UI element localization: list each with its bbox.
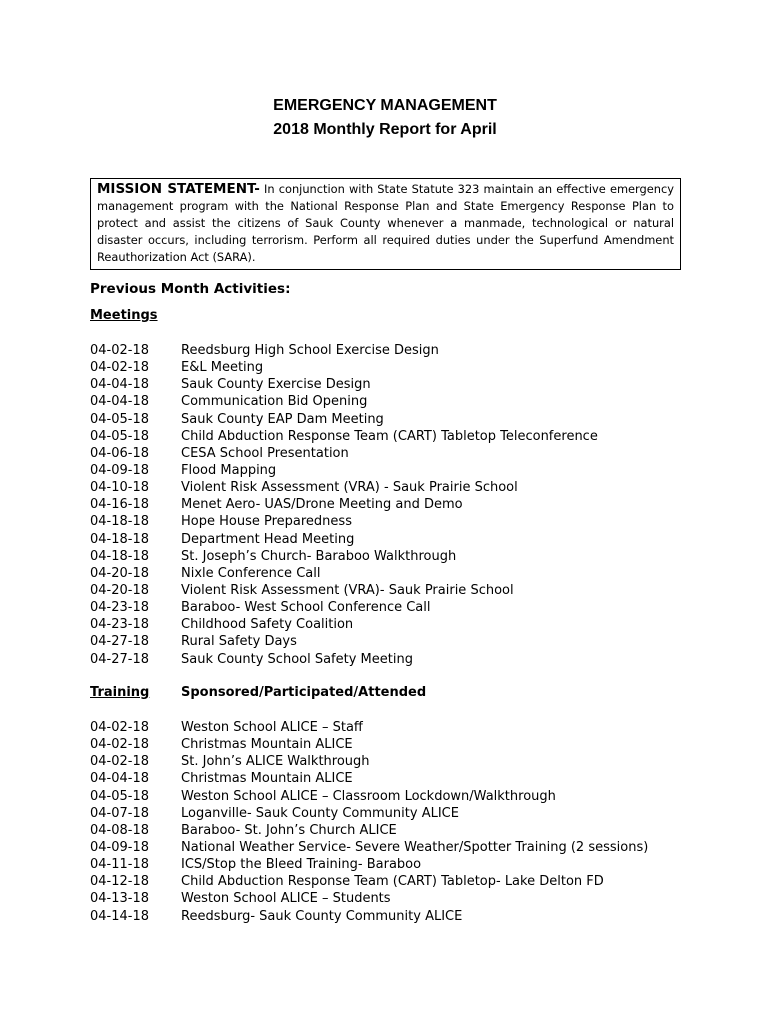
training-item-date: 04-08-18 xyxy=(90,822,150,838)
meeting-item xyxy=(90,531,598,548)
training-item xyxy=(90,856,648,873)
meeting-item-date: 04-04-18 xyxy=(90,394,150,410)
report-header xyxy=(0,94,770,142)
training-item xyxy=(90,805,648,822)
meeting-item-date: 04-18-18 xyxy=(90,514,150,530)
meeting-item xyxy=(90,342,598,359)
meeting-item xyxy=(90,513,598,530)
meeting-item-date: 04-05-18 xyxy=(90,428,150,444)
meeting-item-date: 04-23-18 xyxy=(90,600,150,616)
meeting-item-date: 04-23-18 xyxy=(90,617,150,633)
training-item xyxy=(90,908,648,925)
training-item-date: 04-02-18 xyxy=(90,754,150,770)
report-subtitle: 2018 Monthly Report for April xyxy=(273,121,497,138)
meeting-item-description: E&L Meeting xyxy=(181,360,264,376)
training-item-date: 04-04-18 xyxy=(90,771,150,787)
meeting-item-description: Hope House Preparedness xyxy=(181,514,352,530)
training-item-description: Baraboo- St. John’s Church ALICE xyxy=(181,822,397,838)
meeting-item xyxy=(90,393,598,410)
mission-text: In conjunction with State Statute 323 maintain an effective emergency management program with the National Response Plan and State Emergency Response Plan to protect and assist the citizens of Sauk County whenever a manmade, technological or natural disaster occurs, including terrorism. Perform all required duties under the Superfund Amendment Reauthorization Act (SARA). xyxy=(97,182,674,264)
training-item-date: 04-11-18 xyxy=(90,857,150,873)
training-item-description: Child Abduction Response Team (CART) Tabletop- Lake Delton FD xyxy=(181,874,604,890)
meeting-item-date: 04-18-18 xyxy=(90,548,150,564)
meeting-item-date: 04-16-18 xyxy=(90,497,150,513)
training-item xyxy=(90,822,648,839)
meeting-item-description: Violent Risk Assessment (VRA) - Sauk Prairie School xyxy=(181,480,518,496)
meeting-item xyxy=(90,599,598,616)
meeting-item xyxy=(90,376,598,393)
meeting-item xyxy=(90,633,598,650)
meetings-list xyxy=(90,342,598,668)
meeting-item-date: 04-27-18 xyxy=(90,651,150,667)
meeting-item-description: CESA School Presentation xyxy=(181,445,349,461)
mission-label: MISSION STATEMENT- xyxy=(97,181,260,197)
meeting-item-description: Baraboo- West School Conference Call xyxy=(181,600,431,616)
mission-statement-box xyxy=(90,178,681,270)
meeting-item xyxy=(90,496,598,513)
meeting-item-description: Menet Aero- UAS/Drone Meeting and Demo xyxy=(181,497,463,513)
meeting-item-date: 04-05-18 xyxy=(90,411,150,427)
meeting-item-date: 04-20-18 xyxy=(90,565,150,581)
training-item-date: 04-13-18 xyxy=(90,891,150,907)
meeting-item xyxy=(90,445,598,462)
meeting-item-date: 04-02-18 xyxy=(90,360,150,376)
meeting-item xyxy=(90,462,598,479)
training-item xyxy=(90,873,648,890)
meeting-item-date: 04-06-18 xyxy=(90,445,150,461)
training-item-description: Reedsburg- Sauk County Community ALICE xyxy=(181,908,463,924)
training-item-date: 04-14-18 xyxy=(90,908,150,924)
training-item-description: Christmas Mountain ALICE xyxy=(181,771,353,787)
training-item xyxy=(90,788,648,805)
meeting-item-description: Sauk County School Safety Meeting xyxy=(181,651,413,667)
training-item-date: 04-12-18 xyxy=(90,874,150,890)
meeting-item-description: Rural Safety Days xyxy=(181,634,297,650)
meeting-item xyxy=(90,565,598,582)
training-item-description: Weston School ALICE – Staff xyxy=(181,720,363,735)
meeting-item-description: Nixle Conference Call xyxy=(181,565,321,581)
meeting-item-date: 04-18-18 xyxy=(90,531,150,547)
meeting-item xyxy=(90,411,598,428)
training-item xyxy=(90,736,648,753)
training-item-description: St. John’s ALICE Walkthrough xyxy=(181,754,370,770)
training-item-date: 04-02-18 xyxy=(90,737,150,753)
meeting-item-description: Flood Mapping xyxy=(181,462,277,478)
training-item xyxy=(90,890,648,907)
training-item-description: National Weather Service- Severe Weather/Spotter Training (2 sessions) xyxy=(181,839,649,855)
training-item xyxy=(90,839,648,856)
meeting-item-description: Sauk County EAP Dam Meeting xyxy=(181,411,384,427)
meeting-item-description: Reedsburg High School Exercise Design xyxy=(181,343,439,358)
meeting-item-date: 04-04-18 xyxy=(90,377,150,393)
report-title: EMERGENCY MANAGEMENT xyxy=(273,97,497,114)
meeting-item-date: 04-02-18 xyxy=(90,343,150,358)
meeting-item-description: Sauk County Exercise Design xyxy=(181,377,371,393)
training-item xyxy=(90,770,648,787)
meeting-item xyxy=(90,616,598,633)
previous-activities-title: Previous Month Activities: xyxy=(90,281,291,297)
meeting-item-date: 04-20-18 xyxy=(90,582,150,598)
training-item-date: 04-05-18 xyxy=(90,788,150,804)
training-heading: Training xyxy=(90,685,150,700)
meeting-item xyxy=(90,428,598,445)
training-item-description: Loganville- Sauk County Community ALICE xyxy=(181,805,459,821)
training-list xyxy=(90,719,648,925)
meeting-item xyxy=(90,548,598,565)
meeting-item xyxy=(90,359,598,376)
meeting-item-description: Violent Risk Assessment (VRA)- Sauk Prairie School xyxy=(181,582,514,598)
training-item xyxy=(90,753,648,770)
meeting-item-description: Department Head Meeting xyxy=(181,531,355,547)
meeting-item-description: Childhood Safety Coalition xyxy=(181,617,354,633)
meeting-item-description: Communication Bid Opening xyxy=(181,394,368,410)
meetings-heading: Meetings xyxy=(90,308,158,323)
training-item-description: Weston School ALICE – Students xyxy=(181,891,391,907)
meeting-item-date: 04-09-18 xyxy=(90,462,150,478)
meeting-item xyxy=(90,582,598,599)
training-item-description: Weston School ALICE – Classroom Lockdown/Walkthrough xyxy=(181,788,556,804)
training-item-date: 04-09-18 xyxy=(90,839,150,855)
meeting-item xyxy=(90,479,598,496)
training-item-date: 04-02-18 xyxy=(90,720,150,735)
training-item-description: Christmas Mountain ALICE xyxy=(181,737,353,753)
meeting-item-date: 04-10-18 xyxy=(90,480,150,496)
training-note: Sponsored/Participated/Attended xyxy=(181,685,427,700)
training-item-date: 04-07-18 xyxy=(90,805,150,821)
meeting-item xyxy=(90,651,598,668)
training-item xyxy=(90,719,648,736)
meeting-item-description: Child Abduction Response Team (CART) Tabletop Teleconference xyxy=(181,428,598,444)
training-item-description: ICS/Stop the Bleed Training- Baraboo xyxy=(181,857,422,873)
meeting-item-date: 04-27-18 xyxy=(90,634,150,650)
meeting-item-description: St. Joseph’s Church- Baraboo Walkthrough xyxy=(181,548,457,564)
